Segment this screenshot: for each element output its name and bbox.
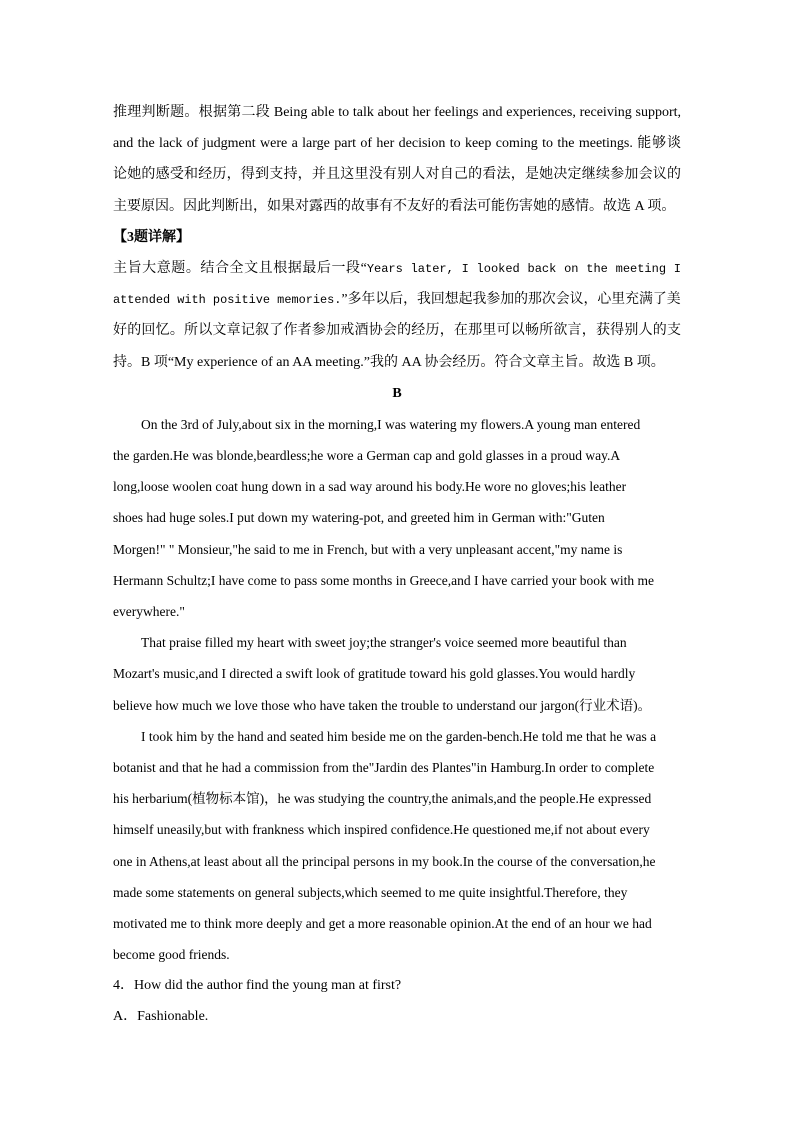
quoted-text: attended with positive memories. xyxy=(113,293,342,308)
passage-paragraph xyxy=(113,409,681,627)
answer-option[interactable] xyxy=(113,1001,681,1032)
passage-line: botanist and that he had a commission from the"Jardin des Plantes"in Hamburg.In order to complete xyxy=(113,759,655,775)
passage-line: one in Athens,at least about all the principal persons in my book.In the course of the conversation,he xyxy=(113,853,656,869)
analysis-line: 好的回忆。所以文章记叙了作者参加戒酒协会的经历，在那里可以畅所欲言，获得别人的支 xyxy=(113,323,681,339)
passage-line: everywhere." xyxy=(113,604,185,619)
question-block xyxy=(113,970,681,1032)
passage-line: shoes had huge soles.I put down my watering-pot, and greeted him in German with:"Guten xyxy=(113,510,605,526)
question-stem xyxy=(113,970,681,1001)
passage-line: Hermann Schultz;I have come to pass some months in Greece,and I have carried your book with me xyxy=(113,572,654,588)
analysis-line: 论她的感受和经历，得到支持，并且这里没有别人对自己的看法，是她决定继续参加会议的 xyxy=(113,167,681,183)
option-label: A． xyxy=(113,1009,138,1025)
analysis-text: 主旨大意题。结合全文且根据最后一段“ xyxy=(113,260,367,276)
section-label: B xyxy=(392,385,402,401)
reading-passage xyxy=(113,409,681,970)
analysis-line xyxy=(113,284,681,315)
document-page xyxy=(113,97,681,1033)
passage-line: motivated me to think more deeply and get a more reasonable opinion.At the end of an hour we had xyxy=(113,915,652,931)
analysis-text: ”多年以后，我回想起我参加的那次会议，心里充满了美 xyxy=(341,292,681,308)
question-text: How did the author find the young man at first? xyxy=(134,978,402,994)
passage-line: believe how much we love those who have taken the trouble to understand our jargon(行业术语)。 xyxy=(113,697,652,713)
analysis-line: 主要原因。因此判断出，如果对露西的故事有不友好的看法可能伤害她的感情。故选 A 项。 xyxy=(113,198,676,214)
passage-line: On the 3rd of July,about six in the morning,I was watering my flowers.A young man entered xyxy=(141,416,641,432)
passage-line: long,loose woolen coat hung down in a sad way around his body.He wore no gloves;his leather xyxy=(113,479,627,495)
analysis-line xyxy=(113,253,681,284)
passage-line: Mozart's music,and I directed a swift look of gratitude toward his gold glasses.You would hardly xyxy=(113,666,636,682)
option-text: Fashionable. xyxy=(137,1009,209,1025)
passage-line: That praise filled my heart with sweet joy;the stranger's voice seemed more beautiful than xyxy=(141,635,627,651)
quoted-text: Years later, I looked back on the meeting I xyxy=(366,261,681,276)
analysis-section xyxy=(113,97,681,378)
passage-line: his herbarium(植物标本馆)，he was studying the country,the animals,and the people.He expressed xyxy=(113,791,652,807)
passage-line: the garden.He was blonde,beardless;he wore a German cap and gold glasses in a proud way.A xyxy=(113,448,621,464)
passage-paragraph xyxy=(113,627,681,721)
analysis-line: 推理判断题。根据第二段 Being able to talk about her feelings and experiences, receiving support, xyxy=(113,105,681,120)
passage-line: become good friends. xyxy=(113,947,230,963)
passage-line: himself uneasily,but with frankness which inspired confidence.He questioned me,if not about every xyxy=(113,822,650,838)
passage-line: made some statements on general subjects,which seemed to me quite insightful.Therefore, they xyxy=(113,884,628,900)
passage-line: I took him by the hand and seated him beside me on the garden-bench.He told me that he was a xyxy=(141,728,657,744)
question-number: 4． xyxy=(113,978,134,994)
passage-line: Morgen!" " Monsieur,"he said to me in French, but with a very unpleasant accent,"my name is xyxy=(113,541,623,557)
passage-paragraph xyxy=(113,721,681,971)
analysis-line: 持。B 项“My experience of an AA meeting.”我的 AA 协会经历。符合文章主旨。故选 B 项。 xyxy=(113,354,665,370)
analysis-line: and the lack of judgment were a large part of her decision to keep coming to the meetings. 能够谈 xyxy=(113,136,681,152)
analysis-heading: 【3题详解】 xyxy=(113,229,190,245)
